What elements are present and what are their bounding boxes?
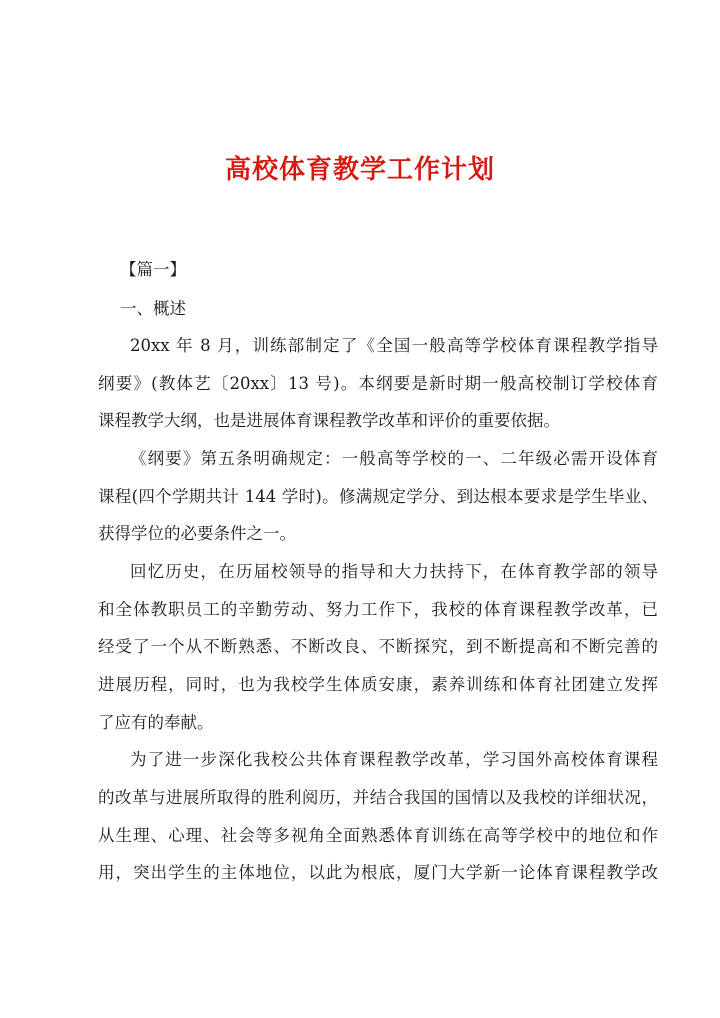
page-title: 高校体育教学工作计划: [224, 155, 495, 185]
paragraph-line: 纲要》(教体艺〔20xx〕13 号)。本纲要是新时期一般高校制订学校体育: [98, 374, 658, 393]
paragraph-line: 为了进一步深化我校公共体育课程教学改革，学习国外高校体育课程: [130, 750, 658, 769]
paragraph-line: 课程(四个学期共计 144 学时)。修满规定学分、到达根本要求是学生毕业、: [98, 487, 658, 506]
paragraph-line: 回忆历史，在历届校领导的指导和大力扶持下，在体育教学部的领导: [130, 562, 658, 581]
paragraph-line: 和全体教职员工的辛勤劳动、努力工作下，我校的体育课程教学改革，已: [98, 600, 658, 619]
paragraph-line: 课程教学大纲，也是进展体育课程教学改革和评价的重要依据。: [98, 411, 560, 430]
paragraph-line: 20xx 年 8 月，训练部制定了《全国一般高等学校体育课程教学指导: [130, 336, 658, 355]
paragraph-line: 《纲要》第五条明确规定：一般高等学校的一、二年级必需开设体育: [130, 449, 658, 468]
paragraph-line: 从生理、心理、社会等多视角全面熟悉体育训练在高等学校中的地位和作: [98, 826, 658, 845]
paragraph-line: 获得学位的必要条件之一。: [98, 524, 296, 543]
section-label: 【篇一】: [120, 260, 186, 279]
paragraph-line: 进展历程，同时，也为我校学生体质安康，素养训练和体育社团建立发挥: [98, 675, 658, 694]
paragraph-line: 经受了一个从不断熟悉、不断改良、不断探究，到不断提高和不断完善的: [98, 637, 658, 656]
paragraph-line: 用，突出学生的主体地位，以此为根底，厦门大学新一论体育课程教学改: [98, 863, 658, 882]
heading-overview: 一、概述: [120, 299, 186, 318]
paragraph-line: 了应有的奉献。: [98, 713, 214, 732]
paragraph-line: 的改革与进展所取得的胜利阅历，并结合我国的国情以及我校的详细状况，: [98, 788, 658, 807]
